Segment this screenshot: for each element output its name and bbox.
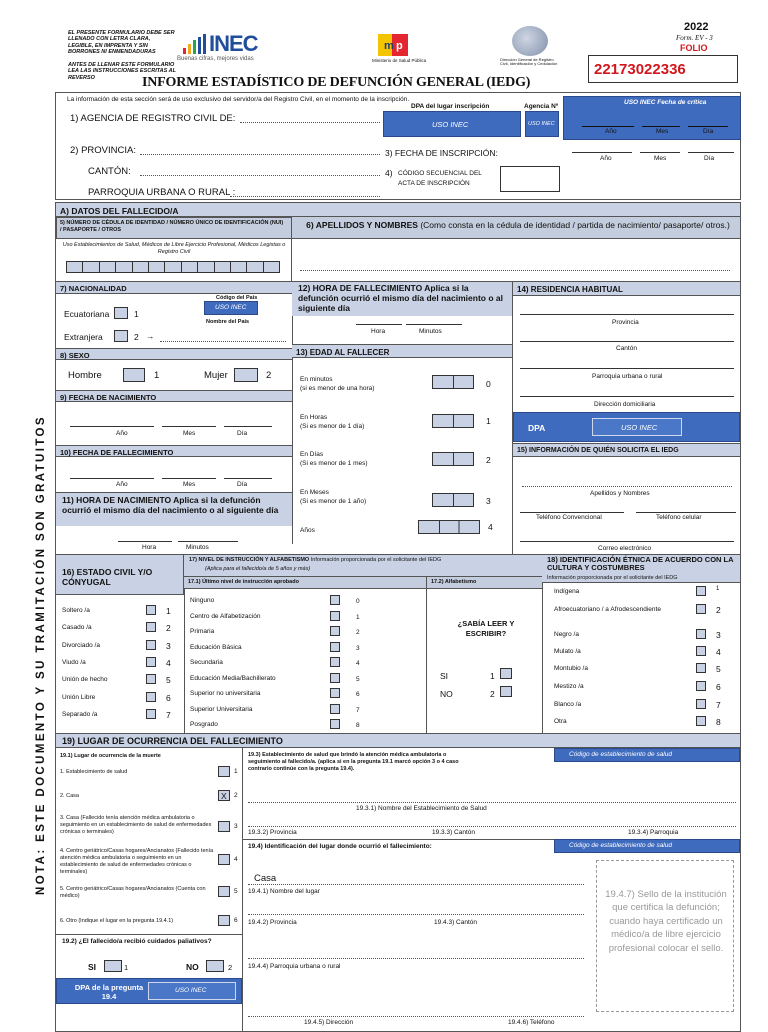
dpa-19-4-box: USO INEC	[148, 982, 236, 1000]
msp-logo	[378, 34, 408, 56]
instruccion-label: Secundaria	[190, 659, 223, 666]
q5-note: Uso Establecimientos de Salud, Médicos de Libre Ejercicio Profesional, Médicos Legistas o Registro Civil	[62, 242, 286, 256]
lugar-option-label: 2. Casa	[60, 793, 79, 799]
residence-canton: Cantón	[616, 345, 637, 352]
estado-civil-label: Divorciado /a	[62, 641, 100, 649]
etnia-label: Indígena	[554, 588, 580, 595]
uso-inec-dpa-box: USO INEC	[383, 111, 521, 137]
critica-ano: Año	[605, 128, 617, 135]
paliativos-si-checkbox[interactable]	[104, 960, 122, 972]
q10-header: 10) FECHA DE FALLECIMIENTO	[56, 445, 292, 457]
age-months-input[interactable]	[432, 493, 474, 507]
codigo-secuencial-label: CÓDIGO SECUENCIAL DEL ACTA DE INSCRIPCIÓN	[398, 170, 482, 187]
section-a-header: A) DATOS DEL FALLECIDO/A	[56, 203, 740, 217]
age-minutes-label: En minutos	[300, 376, 333, 383]
estado-civil-label: Unión de hecho	[62, 676, 108, 684]
agencia-label: 1) AGENCIA DE REGISTRO CIVIL DE:	[70, 113, 236, 124]
estado-civil-checkbox[interactable]	[146, 709, 156, 719]
lugar-option-label: 5. Centro geriátrico/Casas hogares/Ancianatos (Cuenta con médico)	[60, 886, 206, 899]
q19-4-6-label: 19.4.6) Teléfono	[508, 1019, 555, 1026]
q17-subtitle: (Aplica para el fallecido/a de 5 años y más)	[205, 566, 311, 572]
age-hours-note: (Si es menor de 1 día)	[300, 423, 365, 430]
lugar-option-code: 6	[234, 917, 238, 924]
side-note: NOTA: ESTE DOCUMENTO Y SU TRAMITACIÓN SON GRATUITOS	[35, 415, 47, 895]
q19-4-1-label: 19.4.1) Nombre del lugar	[248, 888, 320, 895]
folio-label: FOLIO	[680, 43, 708, 53]
lugar-option-checkbox[interactable]	[218, 915, 230, 926]
q13-header: 13) EDAD AL FALLECER	[292, 344, 512, 358]
folio-number: 22173022336	[594, 61, 686, 78]
etnia-label: Otra	[554, 718, 567, 725]
paliativos-si-code: 1	[124, 963, 129, 972]
lugar-value[interactable]: Casa	[254, 873, 277, 884]
registration-intro: La información de esta sección será de uso exclusivo del servidor/a del Registro Civil, en el momento de la inscripción.	[67, 96, 410, 103]
birth-dia: Día	[237, 430, 248, 437]
lugar-address-field[interactable]	[248, 1016, 584, 1017]
etnia-checkbox[interactable]	[696, 646, 706, 656]
lugar-option-label: 3. Casa (Fallecido tenía atención médica ambulatoria o seguimiento en un establecimiento de salud de enfermedades crónicas o terminales)	[60, 815, 212, 835]
q19-3-1-label: 19.3.1) Nombre del Establecimiento de Salud	[356, 805, 487, 812]
inscripcion-mes-field[interactable]	[640, 152, 680, 153]
alfabetismo-no-checkbox[interactable]	[500, 686, 512, 697]
estado-civil-checkbox[interactable]	[146, 674, 156, 684]
extranjera-code: 2	[134, 332, 139, 342]
residence-parroquia-field[interactable]	[520, 396, 734, 397]
q11-label: 11) HORA DE NACIMIENTO Aplica si la defunción ocurrió el mismo día del nacimiento o al siguiente día	[62, 495, 279, 516]
hombre-code: 1	[154, 370, 160, 381]
birth-hora: Hora	[142, 544, 157, 551]
requester-mobile-field[interactable]	[636, 512, 736, 513]
alfabetismo-si: SI	[440, 671, 449, 681]
birth-ano: Año	[116, 430, 128, 437]
instruccion-label: Educación Media/Bachillerato	[190, 674, 276, 682]
instruccion-code: 4	[356, 660, 360, 667]
estado-civil-label: Viudo /a	[62, 658, 86, 666]
q19-3-label: 19.3) Establecimiento de salud que brindó la atención médica ambulatoria o seguimiento al fallecido/a. (aplica si en la pregunta 19.1 marcó opción 3 o 4 caso contrario continúe con la pregunta 19.4).	[248, 752, 459, 772]
nombre-pais-label: Nombre del País	[206, 319, 250, 325]
q19-header: 19) LUGAR DE OCURRENCIA DEL FALLECIMIENTO	[56, 734, 740, 748]
alfabetismo-no: NO	[440, 689, 453, 699]
paliativos-no-code: 2	[228, 963, 233, 972]
instruccion-label: Superior no universitaria	[190, 690, 261, 697]
age-years-label: Años	[300, 527, 315, 534]
etnia-label: Afroecuatoriano / a Afrodescendiente	[554, 606, 661, 613]
codigo-secuencial-input[interactable]	[500, 166, 560, 192]
age-days-code: 2	[486, 455, 491, 465]
instruccion-checkbox[interactable]	[330, 704, 340, 714]
etnia-checkbox[interactable]	[696, 699, 706, 709]
dpa-inscripcion-label: DPA del lugar inscripción	[411, 103, 490, 110]
id-number-input[interactable]	[66, 261, 280, 273]
birth-mes: Mes	[183, 430, 196, 437]
etnia-checkbox[interactable]	[696, 586, 706, 596]
form-code: Form. EV - 3	[676, 34, 713, 42]
estado-civil-code: 1	[166, 606, 171, 616]
estado-civil-code: 4	[166, 657, 171, 668]
instruccion-checkbox[interactable]	[330, 626, 340, 636]
critica-date-box: USO INEC Fecha de crítica	[563, 96, 741, 140]
residence-provincia: Provincia	[612, 319, 639, 326]
form-title: INFORME ESTADÍSTICO DE DEFUNCIÓN GENERAL (IEDG)	[142, 75, 531, 90]
death-mes: Mes	[183, 481, 196, 488]
instruccion-checkbox[interactable]	[330, 642, 340, 652]
q19-2-label: 19.2) ¿El fallecido/a recibió cuidados paliativos?	[62, 938, 212, 945]
etnia-code: 2	[716, 605, 721, 615]
ecuatoriana-code: 1	[134, 309, 139, 319]
disclaimer-instructions: ANTES DE LLENAR ESTE FORMULARIO LEA LAS INSTRUCCIONES ESCRITAS AL REVERSO	[68, 62, 176, 81]
etnia-code: 6	[716, 682, 721, 692]
requester-name-field[interactable]	[522, 486, 732, 487]
codigo-pais-label: Código del País	[216, 295, 258, 301]
age-months-code: 3	[486, 496, 491, 506]
lugar-option-mark: X	[221, 791, 227, 801]
age-hours-code: 1	[486, 416, 491, 426]
paliativos-no-checkbox[interactable]	[206, 960, 224, 972]
full-name-field[interactable]	[300, 270, 730, 271]
etnia-code: 7	[716, 700, 721, 710]
instruccion-label: Centro de Alfabetización	[190, 612, 261, 620]
instruccion-code: 1	[356, 613, 360, 621]
q18-note: Información proporcionada por el solicitante del IEDG	[547, 575, 678, 581]
estado-civil-label: Casado /a	[62, 624, 92, 632]
estado-civil-checkbox[interactable]	[146, 692, 156, 702]
death-minutos: Minutos	[419, 328, 442, 335]
disclaimer-fill: EL PRESENTE FORMULARIO DEBE SER LLENADO CON LETRA CLARA, LEGIBLE, EN IMPRENTA Y SIN BORRONES NI ENMENDADURAS	[68, 30, 175, 55]
msp-tagline: Ministerio de Salud Pública	[372, 58, 427, 63]
lugar-option-label: 1. Establecimiento de salud	[60, 769, 128, 775]
estado-civil-label: Unión Libre	[62, 693, 96, 701]
age-hours-input[interactable]	[432, 414, 474, 428]
age-months-note: (Si es menor de 1 año)	[300, 498, 367, 505]
inscripcion-dia: Día	[704, 155, 715, 162]
estado-civil-code: 3	[166, 640, 171, 651]
arrow-right-icon: →	[146, 331, 155, 341]
q17-label: 17) NIVEL DE INSTRUCCIÓN Y ALFABETISMO Información proporcionada por el solicitante del IEDG	[189, 557, 442, 563]
etnia-label: Montubio /a	[554, 665, 588, 672]
divider	[426, 589, 427, 733]
provincia-label: 2) PROVINCIA:	[70, 145, 136, 156]
q14-header: 14) RESIDENCIA HABITUAL	[513, 282, 740, 296]
alfabetismo-no-code: 2	[490, 689, 495, 699]
death-minute-field[interactable]	[406, 324, 462, 325]
q7-header: 7) NACIONALIDAD	[56, 282, 292, 294]
death-hour-field[interactable]	[356, 324, 402, 325]
death-dia: Día	[237, 481, 248, 488]
instruccion-checkbox[interactable]	[330, 673, 340, 683]
birth-minute-field[interactable]	[178, 541, 238, 542]
lugar-option-code: 3	[234, 823, 238, 830]
requester-email-field[interactable]	[520, 541, 734, 542]
lugar-option-checkbox[interactable]	[218, 821, 230, 832]
q9-header: 9) FECHA DE NACIMIENTO	[56, 390, 292, 402]
etnia-label: Blanco /a	[554, 701, 582, 708]
residence-canton-field[interactable]	[520, 368, 734, 369]
codigo-establecimiento-box: Código de establecimiento de salud	[554, 748, 740, 762]
age-years-input[interactable]	[418, 520, 480, 534]
mujer-code: 2	[266, 370, 272, 381]
lugar-option-code: 2	[234, 792, 238, 799]
instruccion-label: Posgrado	[190, 721, 218, 728]
instruccion-label: Ninguno	[190, 597, 215, 604]
codigo-establecimiento-2-box: Código de establecimiento de salud	[554, 839, 740, 853]
q19-4-label: 19.4) Identificación del lugar donde ocurrió el fallecimiento:	[248, 843, 432, 850]
dpa-19-4-bar: DPA de la pregunta 19.4	[56, 978, 242, 1004]
estado-civil-code: 2	[166, 623, 171, 634]
death-ano: Año	[116, 481, 128, 488]
msp-emblem-icon	[378, 34, 408, 56]
q8-header: 8) SEXO	[56, 348, 292, 360]
instruccion-checkbox[interactable]	[330, 595, 340, 605]
etnia-checkbox[interactable]	[696, 604, 706, 614]
form-year: 2022	[684, 21, 709, 33]
estado-civil-checkbox[interactable]	[146, 657, 156, 667]
etnia-code: 4	[716, 647, 721, 657]
age-minutes-code: 0	[486, 379, 491, 389]
death-hora: Hora	[371, 328, 386, 335]
estado-civil-code: 7	[166, 709, 171, 720]
q18-label: 18) IDENTIFICACIÓN ÉTNICA DE ACUERDO CON LA CULTURA Y COSTUMBRES	[547, 555, 734, 573]
lugar-option-label: 6. Otro (Indique el lugar en la pregunta 19.4.1)	[60, 918, 174, 924]
instruccion-code: 6	[356, 691, 360, 698]
q17-2-header: 17.2) Alfabetismo	[426, 577, 542, 589]
lugar-parroquia-field[interactable]	[248, 958, 584, 959]
etnia-code: 1	[716, 586, 720, 592]
q19-3-3-label: 19.3.3) Cantón	[432, 829, 476, 836]
codigo-secuencial-number: 4)	[385, 168, 393, 178]
age-minutes-input[interactable]	[432, 375, 474, 389]
etnia-checkbox[interactable]	[696, 681, 706, 691]
instruccion-checkbox[interactable]	[330, 611, 340, 621]
instruccion-code: 3	[356, 644, 360, 652]
age-months-label: En Meses	[300, 489, 329, 496]
q12-label: 12) HORA DE FALLECIMIENTO Aplica si la defunción ocurrió el mismo día del nacimiento o al siguiente día	[298, 283, 503, 314]
inscripcion-dia-field[interactable]	[688, 152, 734, 153]
q19-4-3-label: 19.4.3) Cantón	[434, 919, 478, 926]
q19-4-4-label: 19.4.4) Parroquia urbana o rural	[248, 963, 341, 970]
lugar-option-checkbox[interactable]	[218, 790, 230, 801]
divider	[242, 748, 243, 1032]
parroquia-field[interactable]	[230, 196, 380, 197]
estado-civil-code: 5	[166, 675, 171, 686]
alfabetismo-si-checkbox[interactable]	[500, 668, 512, 679]
lugar-option-checkbox[interactable]	[218, 886, 230, 897]
critica-mes: Mes	[656, 128, 669, 135]
codigo-pais-box: USO INEC	[204, 301, 258, 315]
divider	[292, 282, 293, 544]
instruccion-code: 5	[356, 675, 360, 683]
q19-4-2-label: 19.4.2) Provincia	[248, 919, 297, 926]
q19-1-label: 19.1) Lugar de ocurrencia de la muerte	[60, 753, 161, 759]
extranjera-label: Extranjera	[64, 332, 103, 342]
critica-dia: Día	[703, 128, 714, 135]
inec-tagline: Buenas cifras, mejores vidas	[177, 56, 254, 62]
q16-label: 16) ESTADO CIVIL Y/O CÓNYUGAL	[62, 567, 153, 588]
inec-wordmark: INEC	[209, 31, 258, 56]
age-days-note: (Si es menor de 1 mes)	[300, 460, 368, 467]
svg-text:m: m	[384, 40, 394, 52]
extranjera-checkbox[interactable]	[114, 330, 128, 342]
etnia-label: Mulato /a	[554, 648, 581, 655]
q19-4-5-label: 19.4.5) Dirección	[304, 1019, 354, 1026]
q15-header: 15) INFORMACIÓN DE QUIÉN SOLICITA EL IEDG	[513, 443, 740, 457]
residence-direccion: Dirección domiciliaria	[594, 401, 656, 408]
instruccion-label: Primaria	[190, 628, 215, 635]
canton-label: CANTÓN:	[88, 166, 131, 177]
etnia-label: Mestizo /a	[554, 683, 584, 690]
canton-field[interactable]	[140, 175, 380, 176]
lugar-option-checkbox[interactable]	[218, 766, 230, 777]
q17-1-header: 17.1) Último nivel de instrucción aprobado	[184, 577, 426, 589]
lugar-location-field[interactable]	[248, 914, 584, 915]
inec-bars-icon	[183, 34, 209, 58]
tel-conv-label: Teléfono Convencional	[536, 514, 602, 521]
provincia-field[interactable]	[140, 154, 380, 155]
q19-3-4-label: 19.3.4) Parroquia	[628, 829, 679, 836]
inec-logo	[177, 26, 293, 66]
estado-civil-label: Soltero /a	[62, 607, 90, 614]
registro-civil-tagline: Dirección General de Registro Civil, Identificación y Cedulación	[500, 57, 558, 67]
estado-civil-checkbox[interactable]	[146, 605, 156, 615]
hombre-checkbox[interactable]	[123, 368, 145, 382]
q5-label: 5) NÚMERO DE CÉDULA DE IDENTIDAD / NÚMERO ÚNICO DE IDENTIFICACIÓN (NUI) / PASAPORTE / OTROS	[60, 220, 284, 234]
mujer-checkbox[interactable]	[234, 368, 258, 382]
lugar-option-label: 4. Centro geriátrico/Casas hogares/Ancianatos (Fallecido tenía atención médica ambulatoria o seguimiento en un establecimiento de salud de enfermedades crónicas o terminales)	[60, 848, 214, 875]
instruccion-checkbox[interactable]	[330, 688, 340, 698]
instruccion-code: 8	[356, 722, 360, 729]
age-days-label: En Días	[300, 451, 324, 458]
birth-hour-field[interactable]	[118, 541, 172, 542]
establecimiento-name-field[interactable]	[248, 802, 736, 803]
instruccion-label: Superior Universitaria	[190, 705, 253, 713]
residence-provincia-field[interactable]	[520, 341, 734, 342]
establecimiento-location-field[interactable]	[248, 826, 736, 827]
requester-name-label: Apellidos y Nombres	[590, 490, 650, 497]
agencia-number-box: USO INEC	[525, 111, 559, 137]
agencia-field[interactable]	[240, 122, 380, 123]
lugar-option-checkbox[interactable]	[218, 854, 230, 865]
instruccion-code: 0	[356, 598, 360, 605]
estado-civil-label: Separado /a	[62, 710, 98, 718]
instruccion-checkbox[interactable]	[330, 657, 340, 667]
ecuatoriana-label: Ecuatoriana	[64, 309, 110, 319]
etnia-code: 5	[716, 664, 721, 674]
agencia-number-label: Agencia Nº	[524, 103, 559, 110]
etnia-checkbox[interactable]	[696, 629, 706, 639]
lugar-option-code: 1	[234, 768, 238, 775]
nombre-pais-field[interactable]	[160, 341, 286, 342]
parroquia-label: PARROQUIA URBANA O RURAL :	[88, 187, 236, 198]
etnia-label: Negro /a	[554, 631, 579, 638]
inscripcion-mes: Mes	[654, 155, 667, 162]
seal-instructions: 19.4.7) Sello de la institución que certifica la defunción; cuando haya certificado un médico/a de libre ejercicio profesional colocar el sello.	[605, 889, 727, 954]
instruccion-checkbox[interactable]	[330, 719, 340, 729]
svg-text:p: p	[396, 40, 403, 52]
etnia-code: 3	[716, 630, 721, 640]
instruccion-label: Educación Básica	[190, 643, 242, 651]
instruccion-code: 7	[356, 706, 360, 714]
estado-civil-checkbox[interactable]	[146, 622, 156, 632]
residence-parroquia: Parroquia urbana o rural	[592, 373, 663, 380]
inscripcion-ano: Año	[600, 155, 612, 162]
lugar-option-code: 4	[234, 856, 238, 863]
lugar-name-field[interactable]	[248, 884, 584, 885]
alfabetismo-question: ¿SABÍA LEER Y ESCRIBIR?	[457, 619, 515, 638]
estado-civil-code: 6	[166, 692, 171, 703]
paliativos-si: SI	[88, 962, 97, 972]
lugar-option-code: 5	[234, 888, 238, 895]
age-hours-label: En Horas	[300, 414, 328, 421]
q19-3-2-label: 19.3.2) Provincia	[248, 829, 297, 836]
q6-label: 6) APELLIDOS Y NOMBRES (Como consta en la cédula de identidad / partida de nacimiento/ pasaporte/ otros.)	[306, 220, 730, 230]
fecha-inscripcion-label: 3) FECHA DE INSCRIPCIÓN:	[385, 148, 498, 158]
alfabetismo-si-code: 1	[490, 671, 495, 681]
hombre-label: Hombre	[68, 370, 102, 381]
mujer-label: Mujer	[204, 370, 228, 381]
tel-cel-label: Teléfono celular	[656, 514, 702, 521]
age-minutes-note: (si es menor de una hora)	[300, 385, 375, 392]
ecuatoriana-checkbox[interactable]	[114, 307, 128, 319]
registro-civil-emblem-icon	[512, 26, 548, 56]
birth-minutos: Minutos	[186, 544, 209, 551]
etnia-checkbox[interactable]	[696, 716, 706, 726]
dpa-residence-bar: DPA	[513, 412, 740, 442]
divider	[56, 934, 242, 935]
residence-line[interactable]	[520, 314, 734, 315]
correo-label: Correo electrónico	[598, 545, 652, 552]
requester-phone-field[interactable]	[520, 512, 624, 513]
etnia-checkbox[interactable]	[696, 663, 706, 673]
etnia-code: 8	[716, 717, 721, 727]
inscripcion-ano-field[interactable]	[572, 152, 632, 153]
age-days-input[interactable]	[432, 452, 474, 466]
dpa-residence-box: USO INEC	[592, 418, 682, 436]
paliativos-no: NO	[186, 962, 199, 972]
instruccion-code: 2	[356, 629, 360, 636]
age-years-code: 4	[488, 522, 493, 532]
estado-civil-checkbox[interactable]	[146, 640, 156, 650]
